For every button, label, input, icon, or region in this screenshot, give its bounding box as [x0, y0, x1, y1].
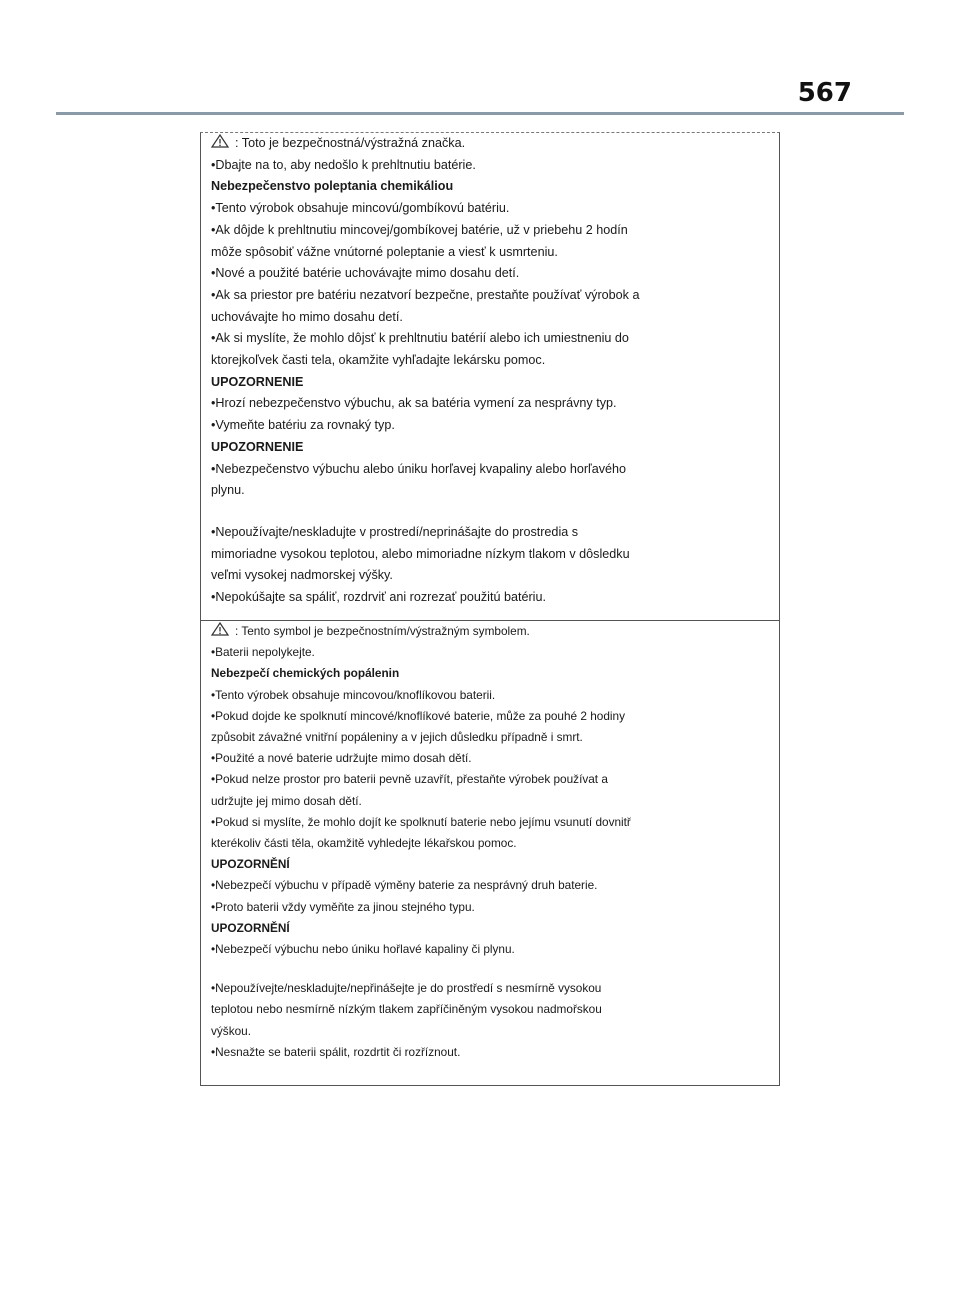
text-line: [211, 791, 769, 812]
text-line: [211, 307, 769, 329]
text-line: [211, 544, 769, 566]
section-heading: [211, 372, 769, 394]
line-text: •Pokud si myslíte, že mohlo dojít ke spolknutí baterie nebo jejímu vsunutí dovnitř: [211, 814, 631, 829]
line-text: •Ak si myslíte, že mohlo dôjsť k prehltnutiu batérií alebo ich umiestneniu do: [211, 331, 629, 346]
text-line: [211, 328, 769, 350]
text-line: [211, 875, 769, 896]
line-text: •Ak dôjde k prehltnutiu mincovej/gombíkovej batérie, už v priebehu 2 hodín: [211, 222, 628, 237]
line-text: mimoriadne vysokou teplotou, alebo mimoriadne nízkym tlakom v dôsledku: [211, 546, 630, 561]
line-text: •Pokud nelze prostor pro baterii pevně uzavřít, přestaňte výrobek používat a: [211, 772, 608, 787]
czech-warning-box: [200, 620, 780, 1086]
line-text: plynu.: [211, 483, 245, 498]
line-text: •Nepoužívejte/neskladujte/nepřinášejte je do prostředí s nesmírně vysokou: [211, 981, 602, 996]
line-text: •Dbajte na to, aby nedošlo k prehltnutiu batérie.: [211, 157, 476, 172]
text-line: [211, 285, 769, 307]
line-text: •Nové a použité batérie uchovávajte mimo dosahu detí.: [211, 266, 520, 281]
text-line: [211, 459, 769, 481]
line-text: •Tento výrobok obsahuje mincovú/gombíkovú batériu.: [211, 201, 510, 216]
line-text: uchovávajte ho mimo dosahu detí.: [211, 309, 403, 324]
text-line: [211, 415, 769, 437]
text-line: [211, 263, 769, 285]
text-line: [211, 565, 769, 587]
warning-triangle-icon: [211, 622, 229, 636]
paragraph-gap: [211, 960, 769, 978]
line-text: UPOZORNĚNÍ: [211, 920, 290, 935]
line-text: UPOZORNENIE: [211, 439, 304, 454]
line-text: teplotou nebo nesmírně nízkým tlakem zapříčiněným vysokou nadmořskou: [211, 1002, 602, 1017]
warning-triangle-icon: [211, 134, 229, 148]
text-line: [211, 897, 769, 918]
text-line: [211, 133, 769, 155]
text-line: [211, 220, 769, 242]
line-text: •Nepokúšajte sa spáliť, rozdrviť ani rozrezať použitú batériu.: [211, 590, 546, 605]
text-line: [211, 393, 769, 415]
line-text: ktorejkoľvek časti tela, okamžite vyhľadajte lekársku pomoc.: [211, 353, 546, 368]
section-heading: [211, 176, 769, 198]
line-text: •Použité a nové baterie udržujte mimo dosah dětí.: [211, 751, 472, 766]
line-text: •Nesnažte se baterii spálit, rozdrtit či rozříznout.: [211, 1044, 461, 1059]
slovak-warning-box: [200, 132, 780, 620]
line-text: •Vymeňte batériu za rovnaký typ.: [211, 418, 395, 433]
line-text: udržujte jej mimo dosah dětí.: [211, 793, 362, 808]
line-text: •Nepoužívajte/neskladujte v prostredí/neprinášajte do prostredia s: [211, 524, 579, 539]
line-text: veľmi vysokej nadmorskej výšky.: [211, 568, 393, 583]
text-line: [211, 1021, 769, 1042]
line-text: •Pokud dojde ke spolknutí mincové/knoflíkové baterie, může za pouhé 2 hodiny: [211, 708, 625, 723]
text-line: [211, 812, 769, 833]
section-heading: [211, 437, 769, 459]
text-line: [211, 522, 769, 544]
text-line: [211, 587, 769, 609]
line-text: Nebezpečenstvo poleptania chemikáliou: [211, 179, 454, 194]
line-text: výškou.: [211, 1023, 251, 1038]
line-text: •Tento výrobek obsahuje mincovou/knoflíkovou baterii.: [211, 687, 496, 702]
section-heading: [211, 854, 769, 875]
line-text: kterékoliv části těla, okamžitě vyhledejte lékařskou pomoc.: [211, 836, 517, 851]
text-line: [211, 1042, 769, 1063]
text-line: [211, 155, 769, 177]
text-line: [211, 748, 769, 769]
text-line: [211, 999, 769, 1020]
text-line: [211, 198, 769, 220]
section-heading: [211, 663, 769, 684]
line-text: UPOZORNENIE: [211, 374, 304, 389]
line-text: Nebezpečí chemických popálenin: [211, 666, 400, 681]
line-text: •Baterii nepolykejte.: [211, 645, 315, 660]
paragraph-gap: [211, 502, 769, 522]
line-text: •Nebezpečí výbuchu v případě výměny baterie za nesprávný druh baterie.: [211, 878, 598, 893]
line-text: •Nebezpečenstvo výbuchu alebo úniku horľavej kvapaliny alebo horľavého: [211, 461, 627, 476]
text-line: [211, 480, 769, 502]
line-text: •Hrozí nebezpečenstvo výbuchu, ak sa batéria vymení za nesprávny typ.: [211, 396, 617, 411]
text-line: [211, 706, 769, 727]
section-heading: [211, 918, 769, 939]
text-line: [211, 939, 769, 960]
line-text: •Nebezpečí výbuchu nebo úniku hořlavé kapaliny či plynu.: [211, 942, 515, 957]
text-line: [211, 769, 769, 790]
line-text: •Ak sa priestor pre batériu nezatvorí bezpečne, prestaňte používať výrobok a: [211, 287, 640, 302]
text-line: [211, 621, 769, 642]
line-text: •Proto baterii vždy vyměňte za jinou stejného typu.: [211, 899, 475, 914]
text-line: [211, 642, 769, 663]
text-line: [211, 242, 769, 264]
text-line: [211, 727, 769, 748]
line-text: : Toto je bezpečnostná/výstražná značka.: [235, 136, 466, 150]
text-line: [211, 833, 769, 854]
header-rule: [56, 112, 904, 115]
line-text: : Tento symbol je bezpečnostním/výstražným symbolem.: [235, 624, 530, 638]
line-text: způsobit závažné vnitřní popáleniny a v jejich důsledku případně i smrt.: [211, 730, 583, 745]
page-number: 567: [797, 78, 852, 108]
line-text: UPOZORNĚNÍ: [211, 857, 290, 872]
text-line: [211, 978, 769, 999]
line-text: môže spôsobiť vážne vnútorné poleptanie a viesť k usmrteniu.: [211, 244, 558, 259]
text-line: [211, 350, 769, 372]
text-line: [211, 685, 769, 706]
